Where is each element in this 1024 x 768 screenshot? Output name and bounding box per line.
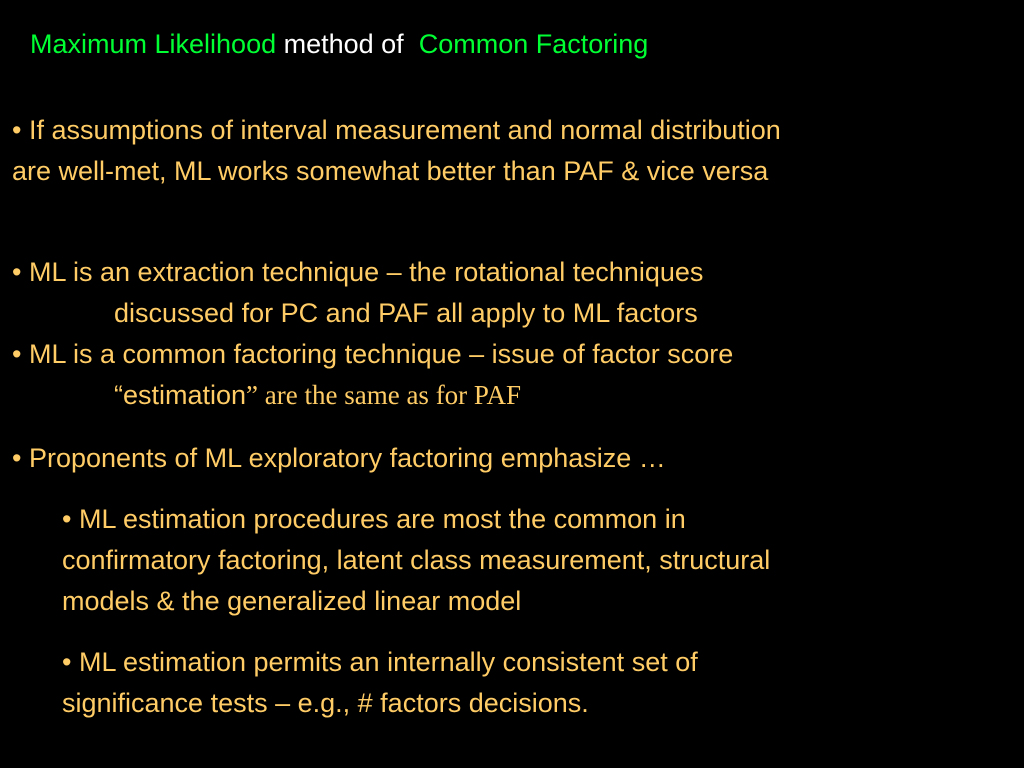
sub-bullet-estimation-procedures-line-2: confirmatory factoring, latent class measurement, structural [62, 545, 771, 575]
slide-title [30, 26, 648, 62]
bullet-extraction-line-1: • ML is an extraction technique – the rotational techniques [12, 257, 704, 287]
bullet-common-factoring-line-1: • ML is a common factoring technique – issue of factor score [12, 339, 734, 369]
bullet-proponents-line-1: • Proponents of ML exploratory factoring emphasize … [12, 443, 666, 473]
bullet-assumptions-line-1: • If assumptions of interval measurement and normal distribution [12, 115, 781, 145]
sub-bullet-estimation-procedures [62, 499, 770, 622]
bullet-assumptions [12, 110, 781, 192]
sub-bullet-estimation-procedures-line-1: • ML estimation procedures are most the common in [62, 504, 686, 534]
title-part-method-of: method of [276, 29, 412, 59]
sub-bullet-significance-tests [62, 642, 698, 724]
bullet-common-factoring [12, 334, 733, 416]
bullet-assumptions-line-2: are well-met, ML works somewhat better than PAF & vice versa [12, 156, 769, 186]
bullet-extraction-line-2: discussed for PC and PAF all apply to ML factors [114, 298, 698, 328]
title-part-common-factoring: Common Factoring [411, 29, 649, 59]
estimation-tail: ” are the same as for PAF [246, 380, 521, 410]
bullet-proponents [12, 438, 666, 479]
bullet-common-factoring-line-2 [12, 375, 733, 416]
sub-bullet-significance-tests-line-2: significance tests – e.g., # factors decisions. [62, 688, 589, 718]
estimation-word: “estimation [114, 380, 247, 410]
sub-bullet-significance-tests-line-1: • ML estimation permits an internally consistent set of [62, 647, 698, 677]
bullet-extraction [12, 252, 703, 334]
sub-bullet-estimation-procedures-line-3: models & the generalized linear model [62, 586, 522, 616]
title-part-maximum-likelihood: Maximum Likelihood [30, 29, 277, 59]
